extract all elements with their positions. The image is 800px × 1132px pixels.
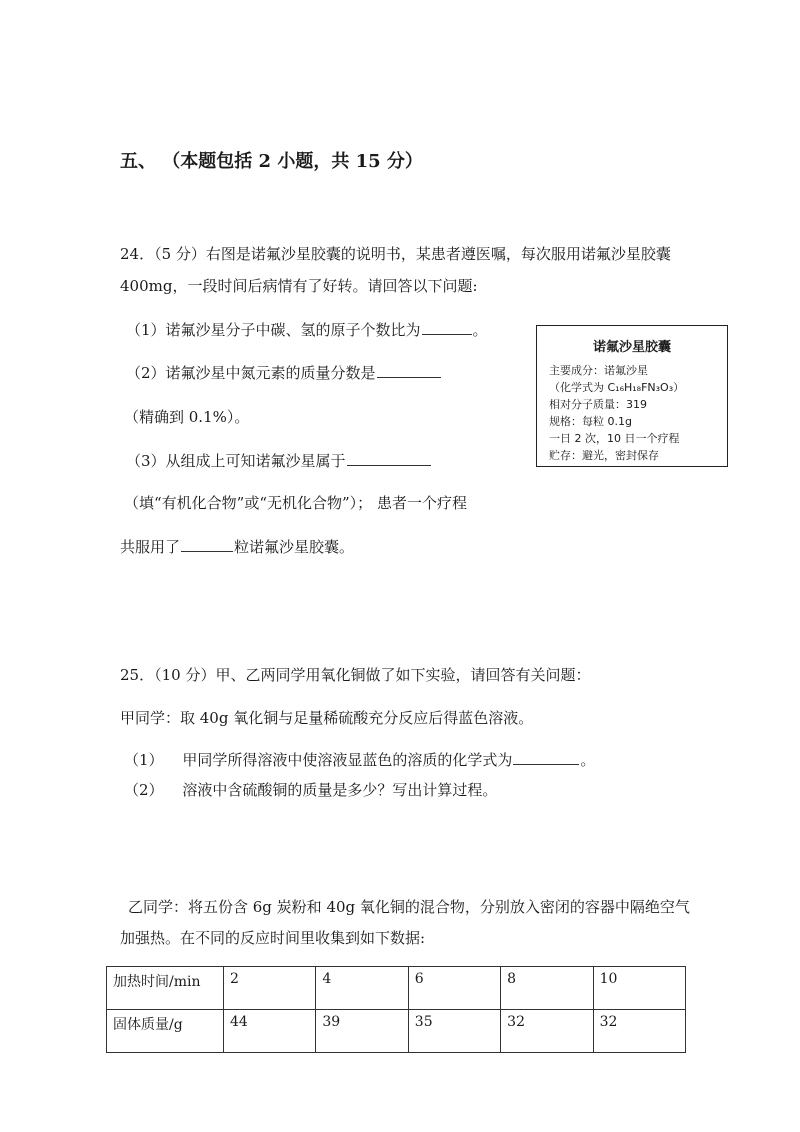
table-cell: 35 xyxy=(408,1010,500,1053)
q24-part1 xyxy=(126,320,488,340)
drug-label-title: 诺氟沙星胶囊 xyxy=(592,340,671,355)
drug-label-box xyxy=(536,325,728,467)
table-cell: 4 xyxy=(316,967,408,1010)
drug-label-line: 主要成分：诺氟沙星 xyxy=(549,364,648,377)
q25-intro: 25．（10 分）甲、乙两同学用氧化铜做了如下实验，请回答有关问题： xyxy=(120,666,591,684)
table-cell: 39 xyxy=(316,1010,408,1053)
q24-part1-end: 。 xyxy=(472,321,488,339)
q25-sub2-num: （2） xyxy=(124,781,164,799)
data-table xyxy=(106,966,686,1053)
q25-sub1 xyxy=(124,750,595,770)
q24-part2-text: （2）诺氟沙星中氮元素的质量分数是 xyxy=(126,364,376,382)
q24-part3 xyxy=(126,451,432,471)
q25-yi-line1: 乙同学：将五份含 6g 炭粉和 40g 氧化铜的混合物，分别放入密闭的容器中隔绝空气 xyxy=(128,898,690,916)
q24-part3-blank[interactable] xyxy=(347,451,431,466)
table-cell: 2 xyxy=(224,967,316,1010)
drug-label-line: 相对分子质量：319 xyxy=(549,398,647,411)
drug-label-line: 一日 2 次，10 日一个疗程 xyxy=(549,432,680,445)
drug-label-line: 贮存：避光，密封保存 xyxy=(549,449,659,462)
q25-sub1-text: 甲同学所得溶液中使溶液显蓝色的溶质的化学式为 xyxy=(182,751,513,769)
q24-part3-end-a: 共服用了 xyxy=(120,538,181,556)
q25-sub1-blank[interactable] xyxy=(513,750,579,765)
table-cell: 44 xyxy=(224,1010,316,1053)
table-row xyxy=(107,1010,686,1053)
q24-part3-end xyxy=(120,537,354,557)
q25-sub1-num: （1） xyxy=(124,751,164,769)
q24-intro-line2: 400mg，一段时间后病情有了好转。请回答以下问题: xyxy=(120,277,478,295)
table-row-label: 固体质量/g xyxy=(107,1010,224,1053)
q24-part1-blank[interactable] xyxy=(422,320,472,335)
q24-part3-text: （3）从组成上可知诺氟沙星属于 xyxy=(126,452,346,470)
q24-part3-fill: （填“有机化合物”或“无机化合物”）； 患者一个疗程 xyxy=(124,494,467,512)
drug-label-line: 规格：每粒 0.1g xyxy=(549,415,632,428)
q24-part3-end-b: 粒诺氟沙星胶囊。 xyxy=(234,538,355,556)
table-row xyxy=(107,967,686,1010)
q24-intro-line1: 24．（5 分）右图是诺氟沙星胶囊的说明书，某患者遵医嘱，每次服用诺氟沙星胶囊 xyxy=(120,245,671,263)
q24-part2-note: （精确到 0.1%）。 xyxy=(124,408,250,426)
q24-part1-text: （1）诺氟沙星分子中碳、氢的原子个数比为 xyxy=(126,321,421,339)
q25-yi-line2: 加强热。在不同的反应时间里收集到如下数据: xyxy=(120,929,426,947)
q24-part2 xyxy=(126,363,442,383)
table-cell: 10 xyxy=(593,967,685,1010)
q24-part2-blank[interactable] xyxy=(377,363,441,378)
q24-part3-end-blank[interactable] xyxy=(181,537,233,552)
table-cell: 32 xyxy=(593,1010,685,1053)
table-row-label: 加热时间/min xyxy=(107,967,224,1010)
table-cell: 6 xyxy=(408,967,500,1010)
section-heading: 五、 （本题包括 2 小题，共 15 分） xyxy=(120,151,423,172)
q25-jia: 甲同学：取 40g 氧化铜与足量稀硫酸充分反应后得蓝色溶液。 xyxy=(120,709,534,727)
table-cell: 32 xyxy=(501,1010,593,1053)
drug-label-line: （化学式为 C₁₆H₁₈FN₃O₃） xyxy=(549,381,685,394)
q25-sub1-end: 。 xyxy=(580,751,596,769)
table-cell: 8 xyxy=(501,967,593,1010)
q25-sub2-text: 溶液中含硫酸铜的质量是多少？写出计算过程。 xyxy=(182,781,498,799)
q25-sub2 xyxy=(124,780,497,800)
